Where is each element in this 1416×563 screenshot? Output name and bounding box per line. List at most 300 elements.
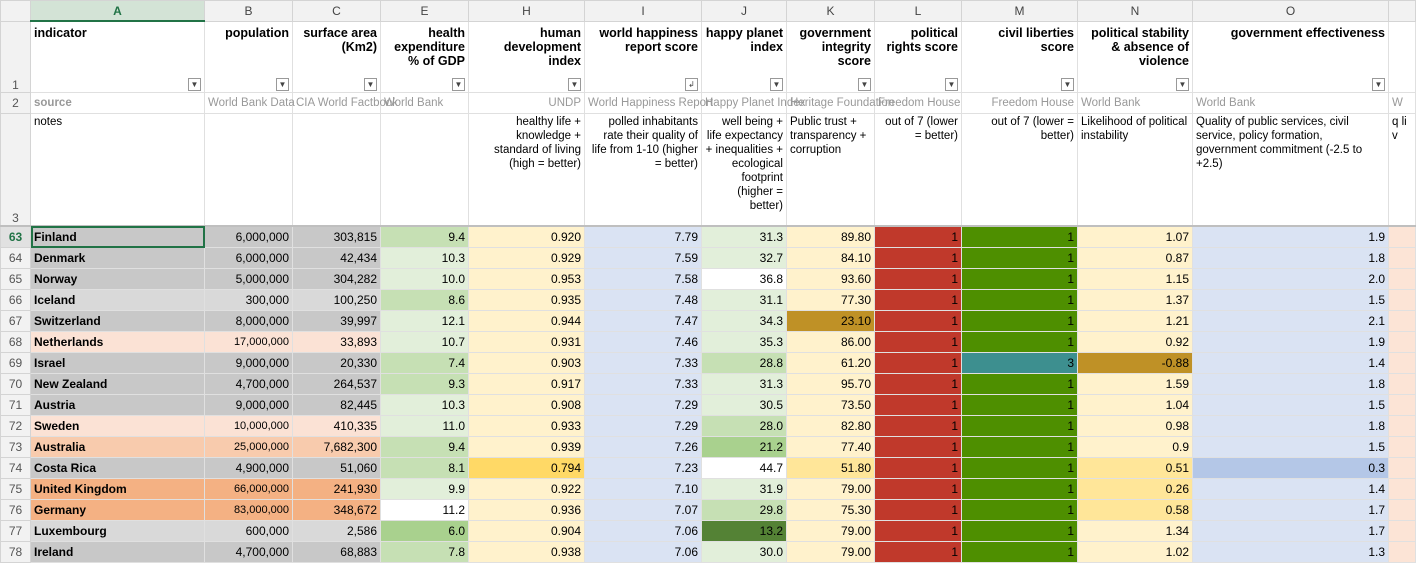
cell-country[interactable]: Costa Rica: [31, 458, 205, 479]
cell-liberties[interactable]: 3: [962, 353, 1078, 374]
cell-rights[interactable]: 1: [875, 374, 962, 395]
notes-cell[interactable]: healthy life + knowledge + standard of living (high = better): [469, 114, 585, 227]
filter-dropdown-icon[interactable]: ▼: [770, 78, 783, 91]
notes-cell[interactable]: [293, 114, 381, 227]
notes-cell[interactable]: out of 7 (lower = better): [875, 114, 962, 227]
notes-cell[interactable]: q li v: [1389, 114, 1416, 227]
cell-hpi[interactable]: 29.8: [702, 500, 787, 521]
source-cell[interactable]: CIA World Factbook: [293, 93, 381, 114]
column-header-J[interactable]: J: [702, 1, 787, 22]
cell-effectiveness[interactable]: 1.3: [1193, 542, 1389, 563]
row-header[interactable]: 73: [1, 437, 31, 458]
cell-stability[interactable]: 0.58: [1078, 500, 1193, 521]
cell-integrity[interactable]: 82.80: [787, 416, 875, 437]
cell-effectiveness[interactable]: 1.8: [1193, 248, 1389, 269]
cell-liberties[interactable]: 1: [962, 269, 1078, 290]
cell-stability[interactable]: 1.07: [1078, 226, 1193, 248]
cell-health[interactable]: 7.8: [381, 542, 469, 563]
cell-rights[interactable]: 1: [875, 395, 962, 416]
cell-effectiveness[interactable]: 1.9: [1193, 226, 1389, 248]
cell-rights[interactable]: 1: [875, 353, 962, 374]
cell-hdi[interactable]: 0.939: [469, 437, 585, 458]
cell-hpi[interactable]: 31.3: [702, 374, 787, 395]
cell-health[interactable]: 10.3: [381, 248, 469, 269]
notes-cell[interactable]: well being + life expectancy + inequalities + ecological footprint (higher = better): [702, 114, 787, 227]
cell-partial[interactable]: [1389, 500, 1416, 521]
row-header[interactable]: 3: [1, 114, 31, 227]
cell-effectiveness[interactable]: 1.5: [1193, 290, 1389, 311]
cell-country[interactable]: Australia: [31, 437, 205, 458]
cell-health[interactable]: 11.0: [381, 416, 469, 437]
column-header-M[interactable]: M: [962, 1, 1078, 22]
cell-happiness[interactable]: 7.26: [585, 437, 702, 458]
cell-stability[interactable]: 1.34: [1078, 521, 1193, 542]
cell-liberties[interactable]: 1: [962, 542, 1078, 563]
cell-rights[interactable]: 1: [875, 416, 962, 437]
cell-hpi[interactable]: 44.7: [702, 458, 787, 479]
header-title-text: population: [225, 25, 289, 40]
row-header[interactable]: 2: [1, 93, 31, 114]
header-title-cell[interactable]: [1078, 21, 1193, 93]
cell-hpi[interactable]: 31.3: [702, 226, 787, 248]
cell-health[interactable]: 8.6: [381, 290, 469, 311]
notes-cell[interactable]: polled inhabitants rate their quality of life from 1-10 (higher = better): [585, 114, 702, 227]
column-header-K[interactable]: K: [787, 1, 875, 22]
cell-happiness[interactable]: 7.58: [585, 269, 702, 290]
filter-dropdown-icon[interactable]: ▼: [364, 78, 377, 91]
cell-partial[interactable]: [1389, 248, 1416, 269]
cell-integrity[interactable]: 79.00: [787, 542, 875, 563]
cell-stability[interactable]: 1.37: [1078, 290, 1193, 311]
cell-hpi[interactable]: 28.0: [702, 416, 787, 437]
cell-stability[interactable]: 1.02: [1078, 542, 1193, 563]
row-header[interactable]: 74: [1, 458, 31, 479]
cell-health[interactable]: 7.4: [381, 353, 469, 374]
source-cell[interactable]: World Bank Data: [205, 93, 293, 114]
cell-hdi[interactable]: 0.938: [469, 542, 585, 563]
cell-surface[interactable]: 241,930: [293, 479, 381, 500]
cell-integrity[interactable]: 93.60: [787, 269, 875, 290]
cell-liberties[interactable]: 1: [962, 226, 1078, 248]
cell-happiness[interactable]: 7.07: [585, 500, 702, 521]
notes-cell[interactable]: notes: [31, 114, 205, 227]
cell-happiness[interactable]: 7.29: [585, 395, 702, 416]
cell-health[interactable]: 10.7: [381, 332, 469, 353]
row-header[interactable]: 68: [1, 332, 31, 353]
cell-rights[interactable]: 1: [875, 479, 962, 500]
notes-cell[interactable]: Public trust + transparency + corruption: [787, 114, 875, 227]
row-header[interactable]: 1: [1, 21, 31, 93]
cell-hdi[interactable]: 0.935: [469, 290, 585, 311]
cell-country[interactable]: Norway: [31, 269, 205, 290]
cell-effectiveness[interactable]: 2.0: [1193, 269, 1389, 290]
filter-dropdown-icon[interactable]: ▼: [1061, 78, 1074, 91]
cell-integrity[interactable]: 51.80: [787, 458, 875, 479]
cell-population[interactable]: 25,000,000: [205, 437, 293, 458]
cell-effectiveness[interactable]: 1.4: [1193, 479, 1389, 500]
cell-happiness[interactable]: 7.33: [585, 374, 702, 395]
cell-partial[interactable]: [1389, 416, 1416, 437]
cell-hpi[interactable]: 30.5: [702, 395, 787, 416]
cell-population[interactable]: 10,000,000: [205, 416, 293, 437]
notes-cell[interactable]: Likelihood of political instability: [1078, 114, 1193, 227]
cell-effectiveness[interactable]: 1.5: [1193, 437, 1389, 458]
cell-hpi[interactable]: 13.2: [702, 521, 787, 542]
cell-stability[interactable]: 0.9: [1078, 437, 1193, 458]
cell-integrity[interactable]: 77.30: [787, 290, 875, 311]
column-header-E[interactable]: E: [381, 1, 469, 22]
cell-partial[interactable]: [1389, 226, 1416, 248]
sort-descending-icon[interactable]: ↲: [685, 78, 698, 91]
cell-surface[interactable]: 2,586: [293, 521, 381, 542]
cell-population[interactable]: 6,000,000: [205, 226, 293, 248]
cell-country[interactable]: Ireland: [31, 542, 205, 563]
cell-surface[interactable]: 264,537: [293, 374, 381, 395]
column-header-partial[interactable]: [1389, 1, 1416, 22]
cell-stability[interactable]: 1.15: [1078, 269, 1193, 290]
cell-happiness[interactable]: 7.23: [585, 458, 702, 479]
cell-country[interactable]: Netherlands: [31, 332, 205, 353]
cell-happiness[interactable]: 7.29: [585, 416, 702, 437]
cell-effectiveness[interactable]: 1.8: [1193, 374, 1389, 395]
cell-integrity[interactable]: 73.50: [787, 395, 875, 416]
cell-health[interactable]: 9.4: [381, 226, 469, 248]
cell-hdi[interactable]: 0.904: [469, 521, 585, 542]
source-cell[interactable]: source: [31, 93, 205, 114]
notes-cell[interactable]: [205, 114, 293, 227]
cell-rights[interactable]: 1: [875, 226, 962, 248]
cell-hdi[interactable]: 0.917: [469, 374, 585, 395]
cell-happiness[interactable]: 7.47: [585, 311, 702, 332]
cell-health[interactable]: 10.0: [381, 269, 469, 290]
cell-surface[interactable]: 348,672: [293, 500, 381, 521]
cell-population[interactable]: 6,000,000: [205, 248, 293, 269]
row-header[interactable]: 70: [1, 374, 31, 395]
cell-hdi[interactable]: 0.922: [469, 479, 585, 500]
cell-integrity[interactable]: 77.40: [787, 437, 875, 458]
source-cell[interactable]: Freedom House: [875, 93, 962, 114]
cell-hdi[interactable]: 0.920: [469, 226, 585, 248]
cell-stability[interactable]: 1.04: [1078, 395, 1193, 416]
cell-happiness[interactable]: 7.59: [585, 248, 702, 269]
cell-partial[interactable]: [1389, 521, 1416, 542]
cell-hdi[interactable]: 0.794: [469, 458, 585, 479]
column-header-C[interactable]: C: [293, 1, 381, 22]
header-title-cell[interactable]: [205, 21, 293, 93]
cell-country[interactable]: Austria: [31, 395, 205, 416]
cell-partial[interactable]: [1389, 437, 1416, 458]
row-header[interactable]: 75: [1, 479, 31, 500]
row-header[interactable]: 76: [1, 500, 31, 521]
cell-rights[interactable]: 1: [875, 437, 962, 458]
row-header[interactable]: 67: [1, 311, 31, 332]
cell-health[interactable]: 9.4: [381, 437, 469, 458]
cell-hpi[interactable]: 32.7: [702, 248, 787, 269]
cell-surface[interactable]: 33,893: [293, 332, 381, 353]
cell-country[interactable]: Israel: [31, 353, 205, 374]
cell-hpi[interactable]: 35.3: [702, 332, 787, 353]
row-header[interactable]: 69: [1, 353, 31, 374]
source-cell[interactable]: World Happiness Report: [585, 93, 702, 114]
cell-liberties[interactable]: 1: [962, 311, 1078, 332]
cell-rights[interactable]: 1: [875, 458, 962, 479]
cell-happiness[interactable]: 7.48: [585, 290, 702, 311]
table-row: [1, 353, 1416, 374]
notes-cell[interactable]: Quality of public services, civil service, policy formation, government commitment (-2.5 to +2.5): [1193, 114, 1389, 227]
cell-hpi[interactable]: 28.8: [702, 353, 787, 374]
cell-liberties[interactable]: 1: [962, 458, 1078, 479]
cell-partial[interactable]: [1389, 311, 1416, 332]
cell-integrity[interactable]: 84.10: [787, 248, 875, 269]
cell-partial[interactable]: [1389, 353, 1416, 374]
cell-liberties[interactable]: 1: [962, 416, 1078, 437]
cell-health[interactable]: 9.9: [381, 479, 469, 500]
cell-liberties[interactable]: 1: [962, 248, 1078, 269]
cell-stability[interactable]: 0.51: [1078, 458, 1193, 479]
cell-population[interactable]: 600,000: [205, 521, 293, 542]
cell-integrity[interactable]: 23.10: [787, 311, 875, 332]
cell-effectiveness[interactable]: 2.1: [1193, 311, 1389, 332]
cell-country[interactable]: Denmark: [31, 248, 205, 269]
cell-hpi[interactable]: 31.9: [702, 479, 787, 500]
header-title-cell[interactable]: [585, 21, 702, 93]
table-row: [1, 479, 1416, 500]
cell-rights[interactable]: 1: [875, 542, 962, 563]
row-header[interactable]: 66: [1, 290, 31, 311]
header-title-cell[interactable]: [875, 21, 962, 93]
cell-liberties[interactable]: 1: [962, 479, 1078, 500]
filter-dropdown-icon[interactable]: ▼: [188, 78, 201, 91]
cell-country[interactable]: New Zealand: [31, 374, 205, 395]
cell-partial[interactable]: [1389, 542, 1416, 563]
cell-integrity[interactable]: 79.00: [787, 479, 875, 500]
filter-dropdown-icon[interactable]: ▼: [945, 78, 958, 91]
cell-effectiveness[interactable]: 0.3: [1193, 458, 1389, 479]
row-header[interactable]: 63: [1, 226, 31, 248]
cell-effectiveness[interactable]: 1.5: [1193, 395, 1389, 416]
cell-surface[interactable]: 100,250: [293, 290, 381, 311]
cell-hdi[interactable]: 0.903: [469, 353, 585, 374]
cell-population[interactable]: 300,000: [205, 290, 293, 311]
cell-integrity[interactable]: 61.20: [787, 353, 875, 374]
cell-country[interactable]: Germany: [31, 500, 205, 521]
cell-hpi[interactable]: 31.1: [702, 290, 787, 311]
column-header-A[interactable]: A: [31, 1, 205, 22]
cell-stability[interactable]: 0.26: [1078, 479, 1193, 500]
cell-integrity[interactable]: 89.80: [787, 226, 875, 248]
cell-hpi[interactable]: 21.2: [702, 437, 787, 458]
header-title-cell[interactable]: [31, 21, 205, 93]
header-title-cell[interactable]: [1389, 21, 1416, 93]
cell-happiness[interactable]: 7.06: [585, 521, 702, 542]
column-header-L[interactable]: L: [875, 1, 962, 22]
cell-surface[interactable]: 68,883: [293, 542, 381, 563]
cell-population[interactable]: 4,700,000: [205, 374, 293, 395]
cell-happiness[interactable]: 7.46: [585, 332, 702, 353]
cell-partial[interactable]: [1389, 479, 1416, 500]
row-header[interactable]: 64: [1, 248, 31, 269]
source-cell[interactable]: Heritage Foundation: [787, 93, 875, 114]
row-header[interactable]: 78: [1, 542, 31, 563]
filter-dropdown-icon[interactable]: ▼: [858, 78, 871, 91]
cell-rights[interactable]: 1: [875, 500, 962, 521]
source-cell[interactable]: UNDP: [469, 93, 585, 114]
cell-effectiveness[interactable]: 1.7: [1193, 521, 1389, 542]
cell-population[interactable]: 66,000,000: [205, 479, 293, 500]
cell-liberties[interactable]: 1: [962, 332, 1078, 353]
cell-surface[interactable]: 303,815: [293, 226, 381, 248]
header-title-text: government effectiveness: [1230, 25, 1385, 40]
column-header-I[interactable]: I: [585, 1, 702, 22]
cell-hdi[interactable]: 0.931: [469, 332, 585, 353]
cell-rights[interactable]: 1: [875, 290, 962, 311]
cell-health[interactable]: 8.1: [381, 458, 469, 479]
filter-dropdown-icon[interactable]: ▼: [1176, 78, 1189, 91]
cell-rights[interactable]: 1: [875, 311, 962, 332]
cell-country[interactable]: Iceland: [31, 290, 205, 311]
source-cell[interactable]: World Bank: [1193, 93, 1389, 114]
row-header[interactable]: 77: [1, 521, 31, 542]
cell-hdi[interactable]: 0.936: [469, 500, 585, 521]
cell-stability[interactable]: 0.98: [1078, 416, 1193, 437]
cell-partial[interactable]: [1389, 374, 1416, 395]
row-header[interactable]: 65: [1, 269, 31, 290]
cell-health[interactable]: 12.1: [381, 311, 469, 332]
cell-effectiveness[interactable]: 1.4: [1193, 353, 1389, 374]
cell-happiness[interactable]: 7.10: [585, 479, 702, 500]
cell-country[interactable]: Finland: [31, 226, 205, 248]
cell-effectiveness[interactable]: 1.9: [1193, 332, 1389, 353]
cell-health[interactable]: 11.2: [381, 500, 469, 521]
header-title-cell[interactable]: [702, 21, 787, 93]
column-header-B[interactable]: B: [205, 1, 293, 22]
cell-health[interactable]: 10.3: [381, 395, 469, 416]
cell-population[interactable]: 8,000,000: [205, 311, 293, 332]
cell-surface[interactable]: 410,335: [293, 416, 381, 437]
cell-liberties[interactable]: 1: [962, 374, 1078, 395]
cell-partial[interactable]: [1389, 269, 1416, 290]
cell-happiness[interactable]: 7.06: [585, 542, 702, 563]
column-header-H[interactable]: H: [469, 1, 585, 22]
table-row: [1, 226, 1416, 248]
source-cell[interactable]: W: [1389, 93, 1416, 114]
column-header-O[interactable]: O: [1193, 1, 1389, 22]
cell-country[interactable]: United Kingdom: [31, 479, 205, 500]
cell-population[interactable]: 17,000,000: [205, 332, 293, 353]
row-header[interactable]: 72: [1, 416, 31, 437]
cell-stability[interactable]: 0.87: [1078, 248, 1193, 269]
cell-partial[interactable]: [1389, 332, 1416, 353]
cell-liberties[interactable]: 1: [962, 395, 1078, 416]
cell-population[interactable]: 9,000,000: [205, 395, 293, 416]
filter-dropdown-icon[interactable]: ▼: [1372, 78, 1385, 91]
source-cell[interactable]: Freedom House: [962, 93, 1078, 114]
cell-liberties[interactable]: 1: [962, 437, 1078, 458]
header-title-cell[interactable]: [293, 21, 381, 93]
cell-partial[interactable]: [1389, 458, 1416, 479]
filter-dropdown-icon[interactable]: ▼: [568, 78, 581, 91]
cell-partial[interactable]: [1389, 395, 1416, 416]
cell-hdi[interactable]: 0.933: [469, 416, 585, 437]
row-header[interactable]: 71: [1, 395, 31, 416]
cell-liberties[interactable]: 1: [962, 290, 1078, 311]
cell-surface[interactable]: 39,997: [293, 311, 381, 332]
header-title-cell[interactable]: [787, 21, 875, 93]
cell-population[interactable]: 9,000,000: [205, 353, 293, 374]
cell-hpi[interactable]: 30.0: [702, 542, 787, 563]
cell-stability[interactable]: -0.88: [1078, 353, 1193, 374]
notes-cell[interactable]: [381, 114, 469, 227]
cell-liberties[interactable]: 1: [962, 500, 1078, 521]
header-title-text: civil liberties score: [998, 25, 1074, 54]
cell-hdi[interactable]: 0.953: [469, 269, 585, 290]
cell-partial[interactable]: [1389, 290, 1416, 311]
cell-population[interactable]: 83,000,000: [205, 500, 293, 521]
cell-health[interactable]: 9.3: [381, 374, 469, 395]
cell-stability[interactable]: 1.21: [1078, 311, 1193, 332]
cell-rights[interactable]: 1: [875, 248, 962, 269]
cell-hdi[interactable]: 0.944: [469, 311, 585, 332]
cell-integrity[interactable]: 95.70: [787, 374, 875, 395]
cell-country[interactable]: Luxembourg: [31, 521, 205, 542]
cell-rights[interactable]: 1: [875, 269, 962, 290]
cell-hdi[interactable]: 0.908: [469, 395, 585, 416]
header-title-text: indicator: [34, 26, 87, 40]
column-header-N[interactable]: N: [1078, 1, 1193, 22]
header-title-cell[interactable]: [381, 21, 469, 93]
cell-effectiveness[interactable]: 1.7: [1193, 500, 1389, 521]
cell-liberties[interactable]: 1: [962, 521, 1078, 542]
cell-country[interactable]: Switzerland: [31, 311, 205, 332]
source-cell[interactable]: World Bank: [381, 93, 469, 114]
cell-population[interactable]: 4,700,000: [205, 542, 293, 563]
cell-rights[interactable]: 1: [875, 521, 962, 542]
source-cell[interactable]: World Bank: [1078, 93, 1193, 114]
cell-stability[interactable]: 1.59: [1078, 374, 1193, 395]
cell-rights[interactable]: 1: [875, 332, 962, 353]
notes-cell[interactable]: out of 7 (lower = better): [962, 114, 1078, 227]
filter-dropdown-icon[interactable]: ▼: [452, 78, 465, 91]
cell-surface[interactable]: 20,330: [293, 353, 381, 374]
select-all-corner[interactable]: [1, 1, 31, 22]
cell-hpi[interactable]: 36.8: [702, 269, 787, 290]
cell-stability[interactable]: 0.92: [1078, 332, 1193, 353]
cell-surface[interactable]: 42,434: [293, 248, 381, 269]
source-cell[interactable]: Happy Planet Index: [702, 93, 787, 114]
cell-health[interactable]: 6.0: [381, 521, 469, 542]
header-title-cell[interactable]: [1193, 21, 1389, 93]
cell-happiness[interactable]: 7.33: [585, 353, 702, 374]
cell-surface[interactable]: 82,445: [293, 395, 381, 416]
cell-population[interactable]: 4,900,000: [205, 458, 293, 479]
header-title-cell[interactable]: [962, 21, 1078, 93]
cell-surface[interactable]: 7,682,300: [293, 437, 381, 458]
cell-hdi[interactable]: 0.929: [469, 248, 585, 269]
cell-surface[interactable]: 304,282: [293, 269, 381, 290]
cell-surface[interactable]: 51,060: [293, 458, 381, 479]
cell-effectiveness[interactable]: 1.8: [1193, 416, 1389, 437]
cell-country[interactable]: Sweden: [31, 416, 205, 437]
cell-integrity[interactable]: 79.00: [787, 521, 875, 542]
header-title-cell[interactable]: [469, 21, 585, 93]
filter-dropdown-icon[interactable]: ▼: [276, 78, 289, 91]
cell-integrity[interactable]: 86.00: [787, 332, 875, 353]
cell-population[interactable]: 5,000,000: [205, 269, 293, 290]
cell-hpi[interactable]: 34.3: [702, 311, 787, 332]
source-row: [1, 93, 1416, 114]
cell-happiness[interactable]: 7.79: [585, 226, 702, 248]
cell-integrity[interactable]: 75.30: [787, 500, 875, 521]
